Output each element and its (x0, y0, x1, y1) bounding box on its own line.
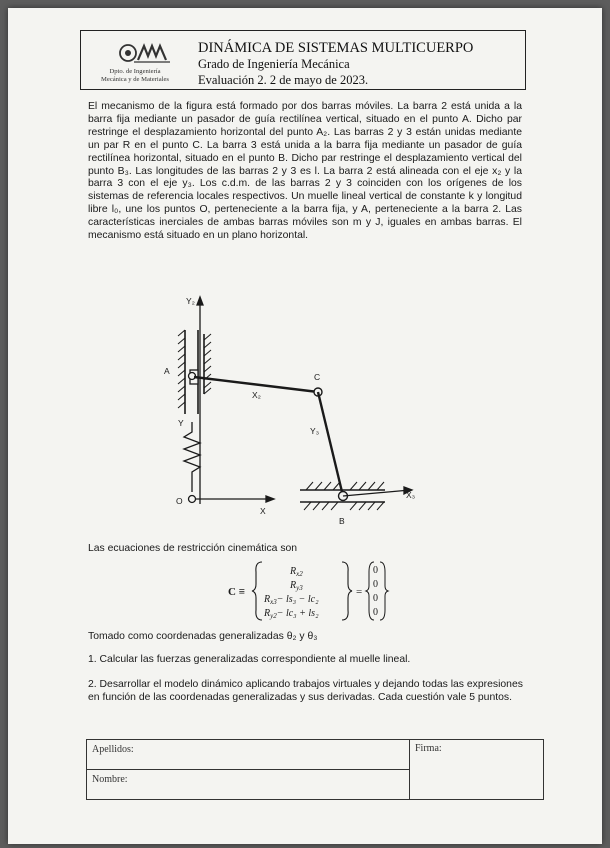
surname-cell[interactable] (87, 740, 410, 770)
label-x: X (260, 506, 266, 516)
label-y3: Y₃ (310, 426, 320, 436)
university-logo (114, 38, 174, 68)
student-info-table (86, 739, 544, 800)
department-name (86, 68, 184, 84)
dept-line-1: Dpto. de Ingeniería (109, 68, 161, 75)
eq-lhs: C ≡ (228, 586, 245, 598)
name-label: Nombre: (92, 774, 128, 785)
zero-2: 0 (373, 579, 378, 590)
label-o: O (176, 496, 183, 506)
zero-4: 0 (373, 607, 378, 618)
label-x2: X₂ (252, 390, 261, 400)
question-2: 2. Desarrollar el modelo dinámico aplicando trabajos virtuales y dejando todas las expresiones en función de las coordenadas generalizadas y sus derivadas. Cada cuestión vale 5 puntos. (88, 679, 523, 703)
constraint-equations (228, 558, 398, 624)
label-y2: Y₂ (186, 296, 195, 306)
generalized-coordinates: Tomado como coordenadas generalizadas θ₂ y θ₃ (88, 631, 318, 642)
degree-name: Grado de Ingeniería Mecánica (198, 57, 350, 71)
eq-row-3: $R_{x3}- ls_3 - lc_2$ (264, 594, 319, 606)
label-a: A (164, 366, 170, 376)
eq-row-1: $R_{x2}$ (290, 566, 303, 578)
course-title: DINÁMICA DE SISTEMAS MULTICUERPO (198, 40, 474, 56)
mechanism-figure (160, 292, 430, 532)
dept-line-2: Mecánica y de Materiales (101, 76, 169, 83)
surname-label: Apellidos: (92, 744, 134, 755)
zero-1: 0 (373, 565, 378, 576)
label-c: C (314, 372, 321, 382)
label-x3: X₃ (406, 490, 416, 500)
label-b: B (339, 516, 345, 526)
question-1: 1. Calcular las fuerzas generalizadas correspondiente al muelle lineal. (88, 654, 411, 665)
signature-label: Firma: (415, 743, 442, 754)
eq-row-2: $R_{y3}$ (290, 580, 303, 592)
eq-row-4: $R_{y2}- lc_3 + ls_2$ (264, 608, 319, 620)
constraint-intro: Las ecuaciones de restricción cinemática son (88, 543, 298, 554)
zero-3: 0 (373, 593, 378, 604)
exam-date: Evaluación 2. 2 de mayo de 2023. (198, 73, 369, 87)
problem-statement: El mecanismo de la figura está formado por dos barras móviles. La barra 2 está unida a la barra fija mediante un pasador de guía rectilínea vertical, situado en el punto A. Dicho par restringe el desplazamiento horizontal del punto A₂. Las barras 2 y 3 están unidas mediante un par R en el punto C. La barra 3 está unida a la barra fija mediante un pasador de guía rectilínea horizontal, situado en el punto B. Dicho par restringe el desplazamiento vertical del punto B₃. Las longitudes de las barras 2 y 3 es l. La barra 2 está alineada con el eje x₂ y la barra 3 con el eje y₃. Los c.d.m. de las barras 2 y 3 coinciden con los orígenes de los sistemas de referencia locales respectivos. Un muelle lineal vertical de constante k y longitud libre l₀, une los puntos O, perteneciente a la barra fija, y A, perteneciente a la barra 2. Las características inerciales de ambas barras móviles son m y J, iguales en ambas barras. El mecanismo está situado en un plano horizontal. (88, 101, 522, 242)
eq-equals: = (356, 586, 363, 598)
name-cell[interactable] (87, 770, 410, 799)
label-y: Y (178, 418, 184, 428)
